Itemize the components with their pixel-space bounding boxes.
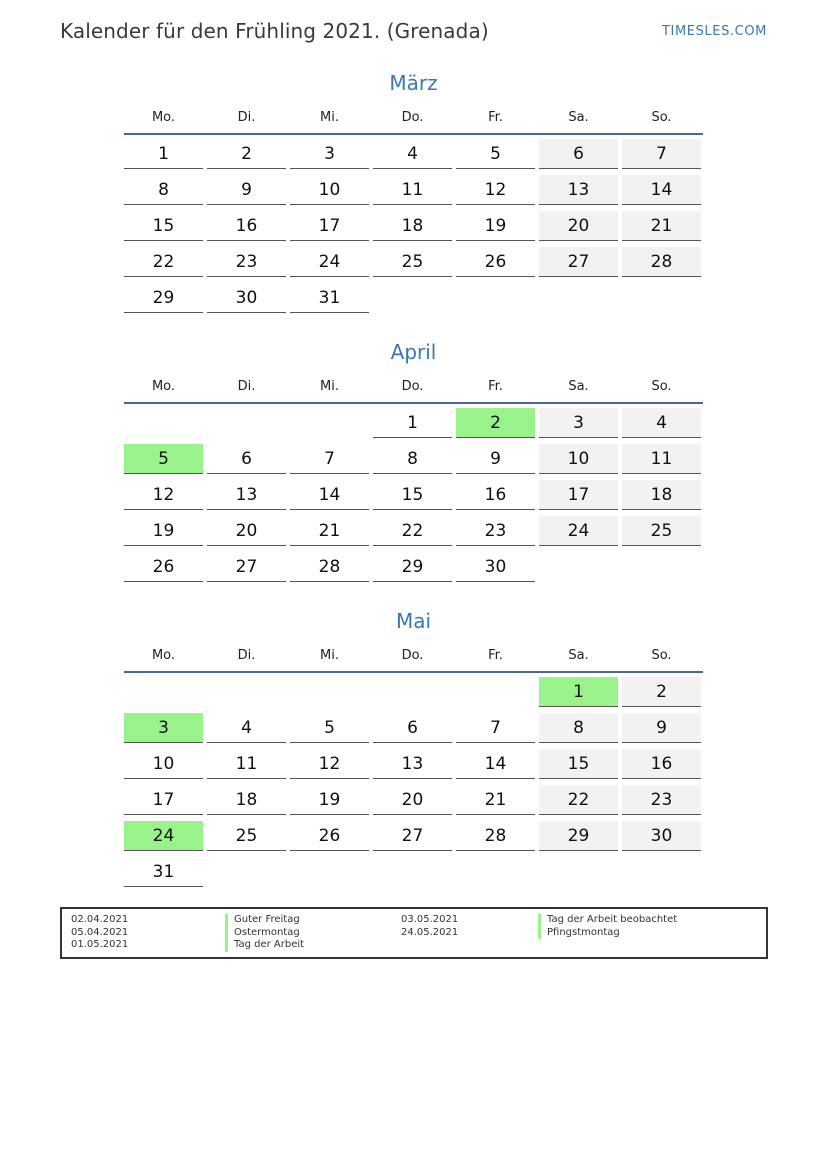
weekday-header <box>124 377 703 401</box>
week-row <box>124 139 703 175</box>
holiday-day-cell: 1 <box>539 677 618 707</box>
day-cell: 11 <box>373 175 452 205</box>
day-cell: 28 <box>456 821 535 851</box>
weekday-header <box>124 108 703 132</box>
day-cell: 11 <box>207 749 286 779</box>
holiday-day-cell: 5 <box>124 444 203 474</box>
day-cell: 27 <box>539 247 618 277</box>
day-cell: 13 <box>373 749 452 779</box>
legend-date: 24.05.2021 <box>401 926 459 938</box>
day-cell: 9 <box>622 713 701 743</box>
header-divider <box>124 402 703 404</box>
legend-right-names <box>538 914 677 939</box>
legend-date: 03.05.2021 <box>401 914 459 925</box>
week-row <box>124 516 703 552</box>
day-cell: 16 <box>456 480 535 510</box>
weekday-label: Fr. <box>488 110 503 125</box>
day-cell: 15 <box>373 480 452 510</box>
legend-holiday-name: Guter Freitag <box>225 914 304 927</box>
header-divider <box>124 133 703 135</box>
day-cell: 18 <box>373 211 452 241</box>
day-cell: 20 <box>373 785 452 815</box>
week-row <box>124 247 703 283</box>
legend-holiday-name: Pfingstmontag <box>538 927 677 940</box>
month-title: März <box>389 71 438 95</box>
day-cell: 21 <box>622 211 701 241</box>
day-cell: 23 <box>207 247 286 277</box>
empty-day-cell <box>290 408 369 438</box>
empty-day-cell <box>290 857 369 887</box>
legend-date: 02.04.2021 <box>71 914 129 925</box>
week-row <box>124 480 703 516</box>
day-cell: 30 <box>622 821 701 851</box>
weekday-label: Di. <box>237 379 256 394</box>
weekday-label: Mi. <box>320 110 339 125</box>
weekday-label: Sa. <box>568 110 589 125</box>
month-calendar-maerz <box>124 68 703 319</box>
legend-right-dates <box>401 914 458 939</box>
day-cell: 18 <box>622 480 701 510</box>
week-row <box>124 857 703 893</box>
weekday-label: Di. <box>237 110 256 125</box>
day-cell: 7 <box>456 713 535 743</box>
day-cell: 25 <box>622 516 701 546</box>
day-cell: 5 <box>290 713 369 743</box>
day-cell: 2 <box>207 139 286 169</box>
week-row <box>124 821 703 857</box>
empty-day-cell <box>124 408 203 438</box>
legend-left-names <box>225 914 304 952</box>
day-cell: 10 <box>539 444 618 474</box>
empty-day-cell <box>207 677 286 707</box>
day-cell: 12 <box>290 749 369 779</box>
day-cell: 24 <box>539 516 618 546</box>
weekday-label: Do. <box>401 379 424 394</box>
day-cell: 29 <box>124 283 203 313</box>
legend-left-dates <box>71 914 128 952</box>
weekday-label: Mo. <box>151 648 176 663</box>
day-cell: 26 <box>456 247 535 277</box>
holiday-day-cell: 24 <box>124 821 203 851</box>
day-cell: 11 <box>622 444 701 474</box>
day-cell: 6 <box>207 444 286 474</box>
day-cell: 18 <box>207 785 286 815</box>
brand-link[interactable]: TIMESLES.COM <box>661 24 767 39</box>
day-cell: 19 <box>124 516 203 546</box>
day-cell: 13 <box>539 175 618 205</box>
empty-day-cell <box>207 408 286 438</box>
day-cell: 1 <box>373 408 452 438</box>
weekday-label: Fr. <box>488 648 503 663</box>
day-cell: 8 <box>539 713 618 743</box>
day-cell: 27 <box>207 552 286 582</box>
day-cell: 26 <box>124 552 203 582</box>
day-cell: 4 <box>207 713 286 743</box>
week-row <box>124 283 703 319</box>
day-cell: 30 <box>456 552 535 582</box>
weekday-label: Mo. <box>151 110 176 125</box>
week-row <box>124 175 703 211</box>
empty-day-cell <box>622 857 701 887</box>
day-cell: 26 <box>290 821 369 851</box>
day-cell: 23 <box>622 785 701 815</box>
day-cell: 25 <box>373 247 452 277</box>
week-row <box>124 552 703 588</box>
empty-day-cell <box>456 677 535 707</box>
weekday-label: Fr. <box>488 379 503 394</box>
empty-day-cell <box>124 677 203 707</box>
month-title: April <box>390 340 437 364</box>
empty-day-cell <box>456 283 535 313</box>
day-cell: 3 <box>539 408 618 438</box>
holiday-day-cell: 3 <box>124 713 203 743</box>
week-row <box>124 408 703 444</box>
empty-day-cell <box>373 283 452 313</box>
page-title: Kalender für den Frühling 2021. (Grenada) <box>60 19 489 43</box>
empty-day-cell <box>539 857 618 887</box>
day-cell: 4 <box>373 139 452 169</box>
week-row <box>124 785 703 821</box>
day-cell: 31 <box>290 283 369 313</box>
day-cell: 19 <box>456 211 535 241</box>
empty-day-cell <box>373 677 452 707</box>
day-cell: 1 <box>124 139 203 169</box>
week-row <box>124 677 703 713</box>
day-cell: 10 <box>124 749 203 779</box>
empty-day-cell <box>207 857 286 887</box>
day-cell: 28 <box>622 247 701 277</box>
empty-day-cell <box>539 283 618 313</box>
month-title: Mai <box>395 609 432 633</box>
day-cell: 14 <box>290 480 369 510</box>
week-grid <box>124 408 703 588</box>
legend-holiday-name: Tag der Arbeit beobachtet <box>538 914 677 927</box>
month-calendar-april <box>124 337 703 588</box>
day-cell: 9 <box>207 175 286 205</box>
day-cell: 29 <box>373 552 452 582</box>
empty-day-cell <box>622 283 701 313</box>
week-row <box>124 713 703 749</box>
weekday-label: Sa. <box>568 379 589 394</box>
weekday-label: Do. <box>401 110 424 125</box>
day-cell: 22 <box>373 516 452 546</box>
day-cell: 9 <box>456 444 535 474</box>
weekday-label: Sa. <box>568 648 589 663</box>
day-cell: 29 <box>539 821 618 851</box>
day-cell: 24 <box>290 247 369 277</box>
day-cell: 12 <box>124 480 203 510</box>
week-row <box>124 444 703 480</box>
day-cell: 16 <box>207 211 286 241</box>
day-cell: 28 <box>290 552 369 582</box>
day-cell: 12 <box>456 175 535 205</box>
day-cell: 30 <box>207 283 286 313</box>
day-cell: 20 <box>539 211 618 241</box>
day-cell: 14 <box>622 175 701 205</box>
holiday-day-cell: 2 <box>456 408 535 438</box>
legend-date: 01.05.2021 <box>71 939 129 950</box>
weekday-label: Mi. <box>320 379 339 394</box>
week-grid <box>124 139 703 319</box>
day-cell: 10 <box>290 175 369 205</box>
day-cell: 25 <box>207 821 286 851</box>
day-cell: 23 <box>456 516 535 546</box>
day-cell: 31 <box>124 857 203 887</box>
day-cell: 21 <box>456 785 535 815</box>
day-cell: 3 <box>290 139 369 169</box>
week-grid <box>124 677 703 893</box>
day-cell: 17 <box>539 480 618 510</box>
legend-date: 05.04.2021 <box>71 926 129 938</box>
day-cell: 2 <box>622 677 701 707</box>
day-cell: 6 <box>539 139 618 169</box>
day-cell: 13 <box>207 480 286 510</box>
empty-day-cell <box>373 857 452 887</box>
day-cell: 21 <box>290 516 369 546</box>
day-cell: 8 <box>373 444 452 474</box>
weekday-label: So. <box>651 379 672 394</box>
weekday-label: Mo. <box>151 379 176 394</box>
day-cell: 8 <box>124 175 203 205</box>
day-cell: 17 <box>124 785 203 815</box>
day-cell: 19 <box>290 785 369 815</box>
holiday-legend <box>60 907 768 959</box>
empty-day-cell <box>622 552 701 582</box>
weekday-label: So. <box>651 110 672 125</box>
legend-holiday-name: Ostermontag <box>225 927 304 940</box>
day-cell: 17 <box>290 211 369 241</box>
day-cell: 16 <box>622 749 701 779</box>
header-divider <box>124 671 703 673</box>
day-cell: 15 <box>124 211 203 241</box>
week-row <box>124 211 703 247</box>
weekday-label: Di. <box>237 648 256 663</box>
day-cell: 15 <box>539 749 618 779</box>
day-cell: 4 <box>622 408 701 438</box>
day-cell: 14 <box>456 749 535 779</box>
weekday-label: Do. <box>401 648 424 663</box>
day-cell: 22 <box>539 785 618 815</box>
weekday-label: So. <box>651 648 672 663</box>
empty-day-cell <box>290 677 369 707</box>
weekday-header <box>124 646 703 670</box>
day-cell: 20 <box>207 516 286 546</box>
weekday-label: Mi. <box>320 648 339 663</box>
legend-holiday-name: Tag der Arbeit <box>225 939 304 952</box>
day-cell: 22 <box>124 247 203 277</box>
day-cell: 7 <box>290 444 369 474</box>
day-cell: 27 <box>373 821 452 851</box>
day-cell: 5 <box>456 139 535 169</box>
month-calendar-mai <box>124 606 703 893</box>
day-cell: 7 <box>622 139 701 169</box>
empty-day-cell <box>539 552 618 582</box>
day-cell: 6 <box>373 713 452 743</box>
week-row <box>124 749 703 785</box>
empty-day-cell <box>456 857 535 887</box>
